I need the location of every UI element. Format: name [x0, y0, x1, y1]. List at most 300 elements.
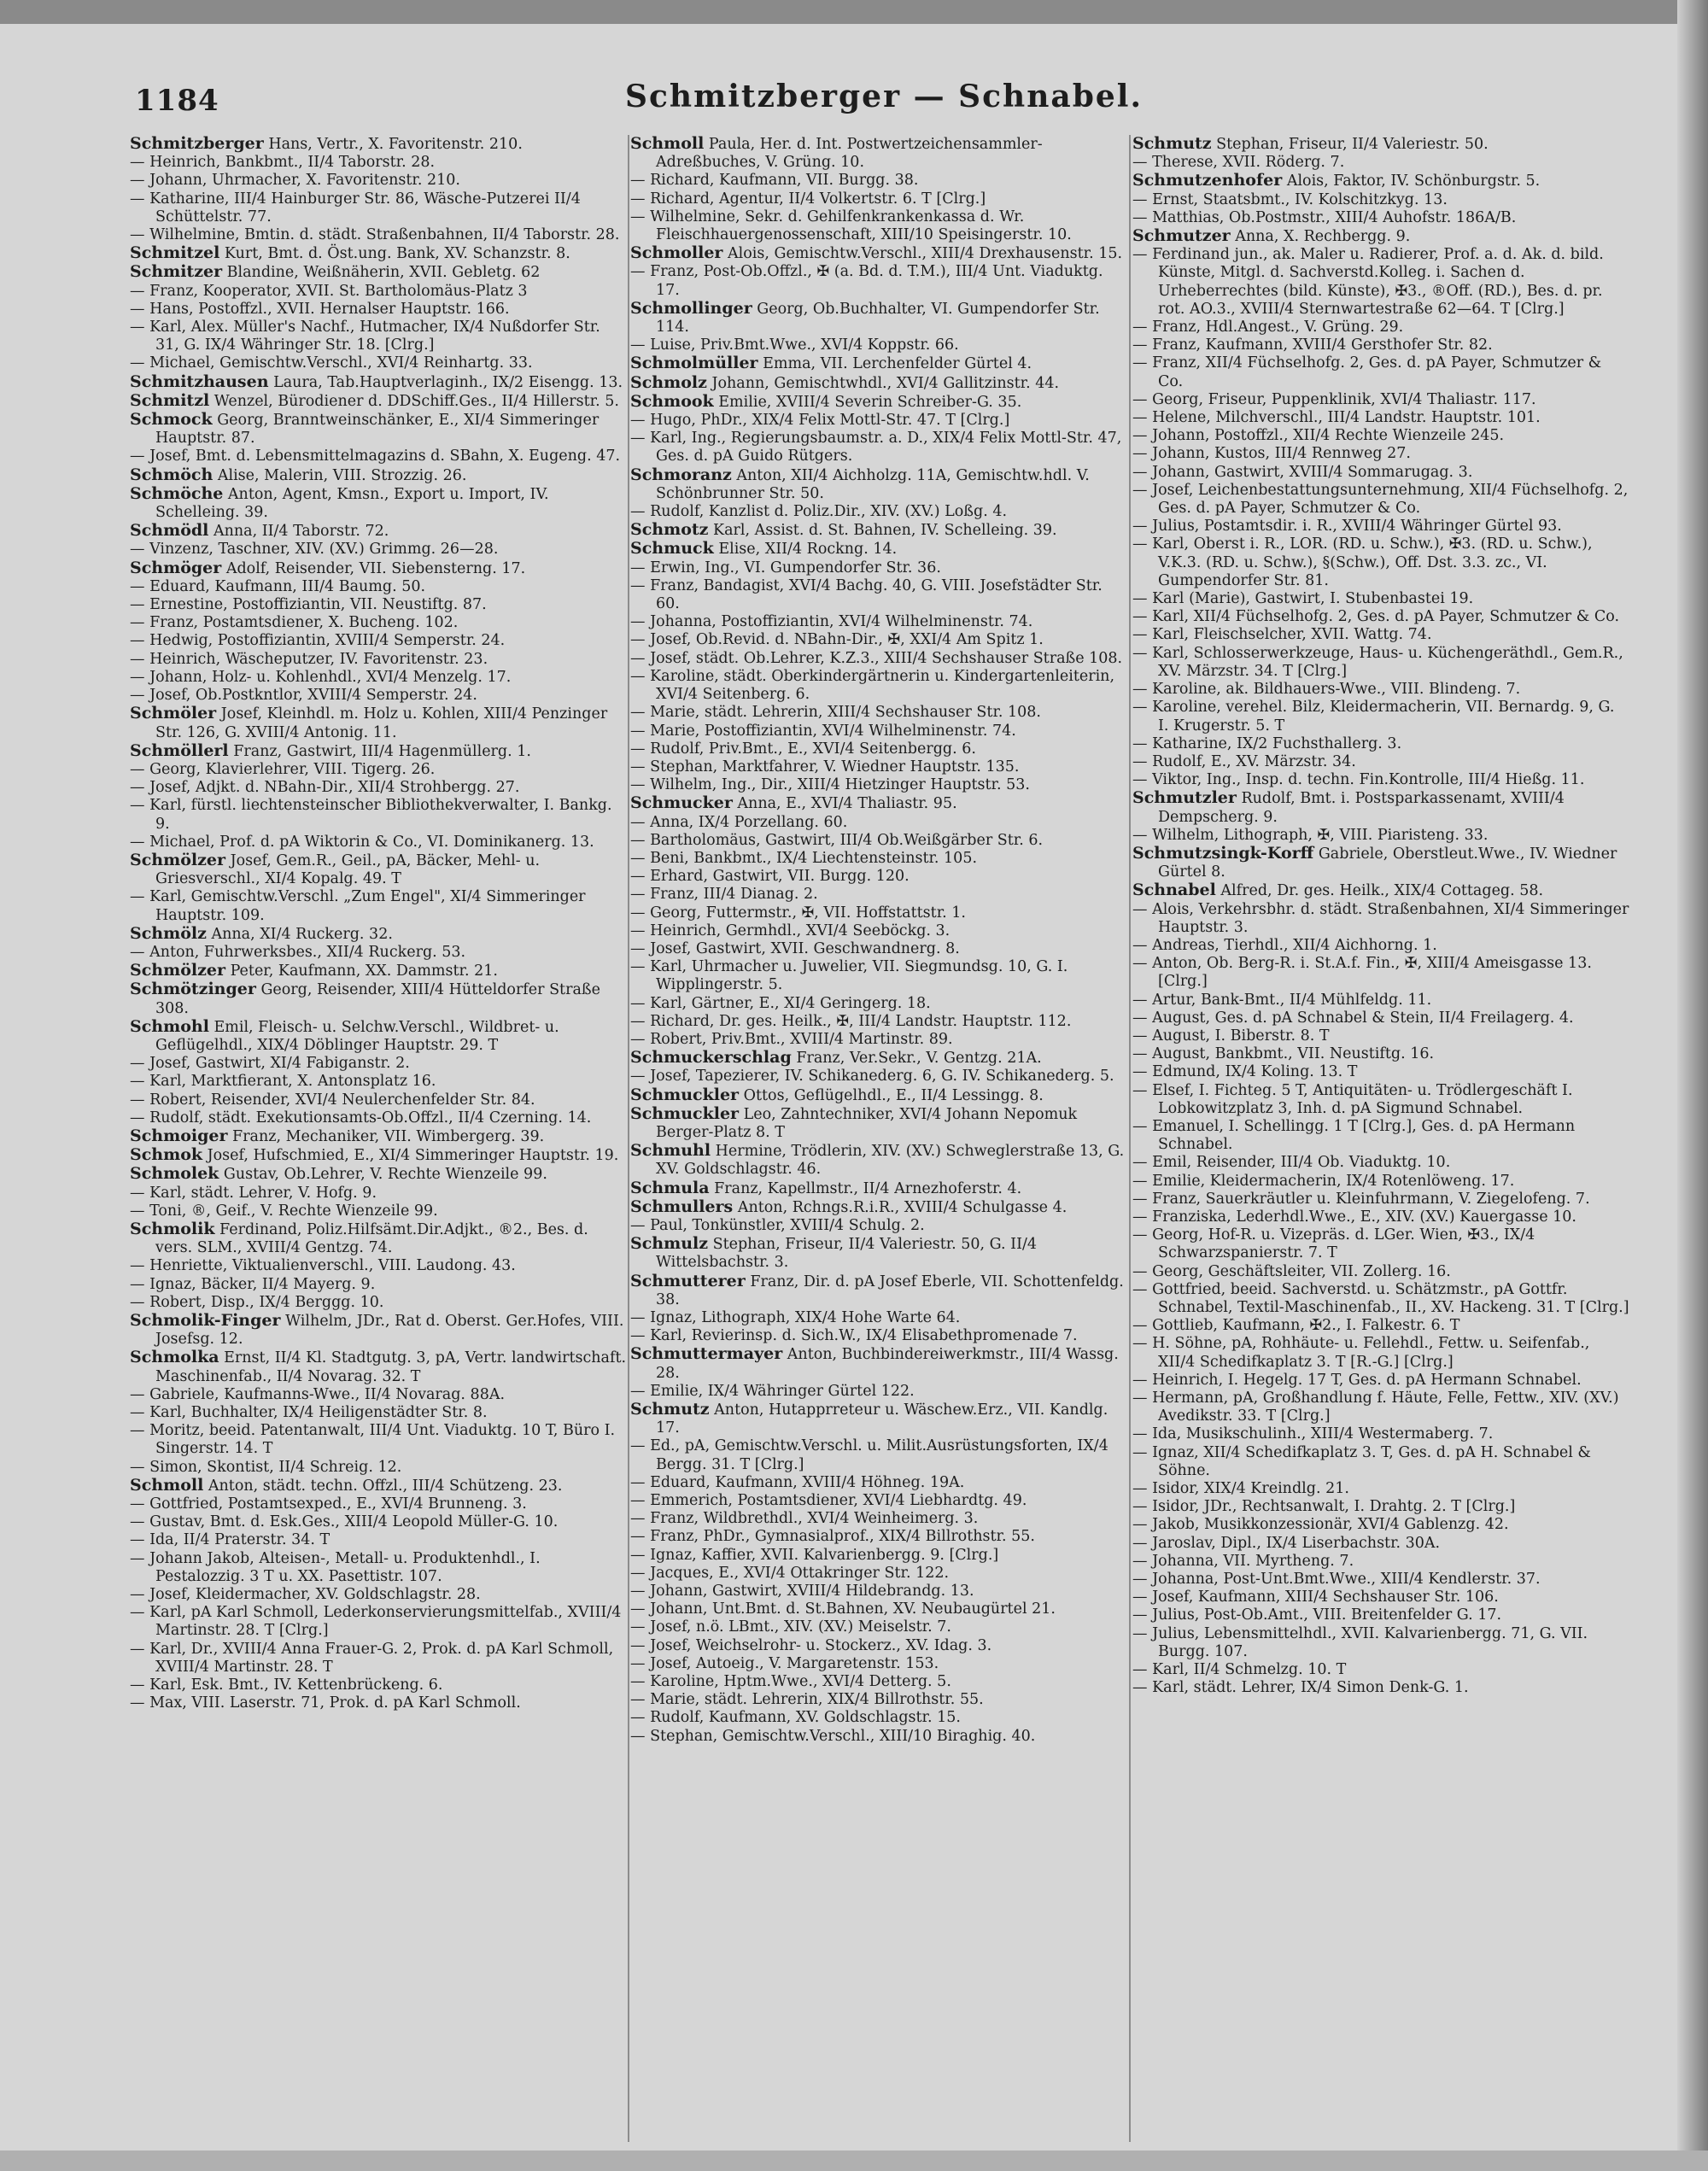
entry-surname: Schmolik-Finger: [130, 1311, 281, 1330]
directory-entry: [1132, 209, 1629, 227]
directory-entry: [630, 1013, 1127, 1031]
entry-details: — Josef, städt. Ob.Lehrer, K.Z.3., XIII/4 Sechshauser Straße 108.: [630, 649, 1123, 667]
directory-entry: [1132, 1263, 1629, 1281]
entry-surname: Schmutterer: [630, 1271, 746, 1290]
entry-details: — Robert, Disp., IX/4 Berggg. 10.: [130, 1293, 384, 1311]
entry-details: Anna, X. Rechbergg. 9.: [1230, 228, 1411, 246]
directory-entry: [1132, 1045, 1629, 1063]
directory-entry: [630, 1309, 1127, 1327]
entry-details: — Emmerich, Postamtsdiener, XVI/4 Liebhardtg. 49.: [630, 1492, 1027, 1510]
entry-details: — Wilhelmine, Sekr. d. Gehilfenkrankenkassa d. Wr. Fleischhauergenossenschaft, XIII/10 Speisingerstr. 10.: [630, 208, 1072, 244]
entry-details: Peter, Kaufmann, XX. Dammstr. 21.: [225, 963, 498, 980]
entry-details: — Gottfried, beeid. Sachverstd. u. Schätzmstr., pA Gottfr. Schnabel, Textil-Maschinenfab., II., XV. Hackeng. 31. T [Clrg.]: [1132, 1280, 1629, 1316]
entry-details: — Josef, Gastwirt, XI/4 Fabiganstr. 2.: [130, 1055, 410, 1073]
directory-entry: [130, 1185, 627, 1203]
directory-entry: [1132, 464, 1629, 482]
entry-surname: Schmohl: [130, 1016, 209, 1036]
entry-details: — Karl, Fleischselcher, XVII. Wattg. 74.: [1132, 626, 1432, 644]
entry-details: — Ernestine, Postoffiziantin, VII. Neustiftg. 87.: [130, 596, 487, 614]
entry-surname: Schmöger: [130, 558, 222, 577]
entry-details: — Heinrich, Germhdl., XVI/4 Seeböckg. 3.: [630, 922, 951, 939]
directory-entry: [130, 1550, 627, 1586]
page-bottom-shadow: [0, 2151, 1708, 2171]
directory-entry: [1132, 1335, 1629, 1371]
entry-details: — Josef, Adjkt. d. NBahn-Dir., XII/4 Strohbergg. 27.: [130, 779, 520, 797]
directory-entry: [1132, 482, 1629, 518]
entry-details: Alois, Faktor, IV. Schönburgstr. 5.: [1282, 173, 1541, 190]
directory-entry: [630, 1217, 1127, 1235]
directory-entry: [130, 541, 627, 559]
entry-details: — Georg, Klavierlehrer, VIII. Tigerg. 26.: [130, 760, 436, 778]
directory-entry: [130, 283, 627, 301]
directory-entry: [1132, 518, 1629, 535]
entry-details: Anna, E., XVI/4 Thaliastr. 95.: [732, 795, 957, 813]
entry-details: — August, Ges. d. pA Schnabel & Stein, II/4 Freilagerg. 4.: [1132, 1009, 1574, 1027]
entry-details: — Johann Jakob, Alteisen-, Metall- u. Produktenhdl., I. Pestalozzig. 3 T u. XX. Pasettistr. 107.: [130, 1549, 541, 1585]
entry-details: — Johanna, VII. Myrtheng. 7.: [1132, 1552, 1354, 1570]
directory-entry: [630, 577, 1127, 613]
entry-details: — Karl, Dr., XVIII/4 Anna Frauer-G. 2, Prok. d. pA Karl Schmoll, XVIII/4 Martinstr. 28. T: [130, 1640, 614, 1676]
entry-details: — Karl, Gemischtw.Verschl. „Zum Engel", XI/4 Simmeringer Hauptstr. 109.: [130, 888, 586, 924]
entry-details: — August, I. Biberstr. 8. T: [1132, 1027, 1330, 1045]
directory-entry: [630, 668, 1127, 704]
entry-details: — Richard, Kaufmann, VII. Burgg. 38.: [630, 172, 919, 190]
entry-details: Elise, XII/4 Rockng. 14.: [713, 541, 898, 559]
entry-details: Laura, Tab.Hauptverlaginh., IX/2 Eisengg. 13.: [268, 373, 623, 391]
entry-details: Franz, Gastwirt, III/4 Hagenmüllerg. 1.: [228, 742, 531, 760]
directory-entry: [630, 868, 1127, 886]
directory-entry: [630, 886, 1127, 904]
entry-details: — Franz, Wildbrethdl., XVI/4 Weinheimerg. 3.: [630, 1510, 979, 1528]
entry-surname: Schmotz: [630, 520, 709, 540]
page-header: [128, 75, 1640, 126]
directory-entry: [630, 650, 1127, 668]
entry-surname: Schmölz: [130, 923, 207, 943]
entry-surname: Schmölzer: [130, 850, 225, 869]
directory-entry: [1132, 1173, 1629, 1191]
directory-entry: [630, 354, 1127, 373]
entry-surname: Schmutzler: [1132, 788, 1237, 808]
directory-entry: [1132, 135, 1629, 154]
entry-details: — Franz, Kaufmann, XVIII/4 Gersthofer Str. 82.: [1132, 336, 1493, 354]
entry-details: Paula, Her. d. Int. Postwertzeichensammler-Adreßbuches, V. Grüng. 10.: [656, 136, 1043, 172]
directory-entry: [1132, 992, 1629, 1009]
directory-entry: [630, 1510, 1127, 1528]
entry-details: — Karl, städt. Lehrer, V. Hofg. 9.: [130, 1184, 377, 1202]
directory-entry: [130, 669, 627, 687]
entry-details: — Ida, II/4 Praterstr. 34. T: [130, 1531, 330, 1549]
directory-entry: [630, 904, 1127, 922]
directory-entry: [630, 1179, 1127, 1198]
entry-details: — Josef, Autoeig., V. Margaretenstr. 153.: [630, 1654, 939, 1672]
directory-entry: [630, 723, 1127, 740]
entry-details: Adolf, Reisender, VII. Siebensterng. 17.: [221, 559, 526, 577]
entry-details: — Marie, Postoffiziantin, XVI/4 Wilhelminenstr. 74.: [630, 722, 1016, 740]
entry-details: Alfred, Dr. ges. Heilk., XIX/4 Cottageg. 58.: [1215, 882, 1544, 900]
directory-entry: [630, 1691, 1127, 1709]
entry-details: — Karoline, Hptm.Wwe., XVI/4 Detterg. 5.: [630, 1673, 951, 1691]
entry-details: — Erhard, Gastwirt, VII. Burgg. 120.: [630, 868, 910, 886]
directory-entry: [630, 1583, 1127, 1600]
entry-surname: Schmolmüller: [630, 354, 758, 373]
directory-entry: [130, 1459, 627, 1477]
directory-entry: [630, 940, 1127, 958]
entry-surname: Schmollinger: [630, 298, 752, 318]
directory-entry: [630, 758, 1127, 776]
entry-details: — Karl, städt. Lehrer, IX/4 Simon Denk-G. 1.: [1132, 1679, 1469, 1697]
entry-surname: Schmoll: [630, 135, 705, 153]
entry-details: — Karl (Marie), Gastwirt, I. Stubenbastei 19.: [1132, 590, 1474, 608]
directory-entry: [630, 1709, 1127, 1727]
directory-entry: [1132, 1444, 1629, 1480]
entry-details: — Toni, ®, Geif., V. Rechte Wienzeile 99.: [130, 1202, 438, 1220]
directory-entry: [630, 958, 1127, 994]
entry-details: — Ed., pA, Gemischtw.Verschl. u. Milit.Ausrüstungsforten, IX/4 Bergg. 31. T [Clrg.]: [630, 1437, 1108, 1473]
entry-details: — Vinzenz, Taschner, XIV. (XV.) Grimmg. 26—28.: [130, 541, 499, 559]
directory-entry: [1132, 827, 1629, 845]
entry-details: — Gabriele, Kaufmanns-Wwe., II/4 Novarag. 88A.: [130, 1385, 506, 1403]
directory-entry: [130, 244, 627, 263]
directory-entry: [130, 392, 627, 411]
directory-entry: [630, 1565, 1127, 1583]
directory-entry: [130, 1513, 627, 1531]
directory-entry: [630, 1437, 1127, 1473]
entry-details: — Johanna, Post-Unt.Bmt.Wwe., XIII/4 Kendlerstr. 37.: [1132, 1571, 1541, 1589]
entry-details: — Josef, Kleidermacher, XV. Goldschlagstr. 28.: [130, 1586, 481, 1604]
entry-details: — Edmund, IX/4 Koling. 13. T: [1132, 1063, 1358, 1081]
entry-details: — Georg, Friseur, Puppenklinik, XVI/4 Thaliastr. 117.: [1132, 390, 1536, 408]
entry-details: Hermine, Trödlerin, XIV. (XV.) Schweglerstraße 13, G. XV. Goldschlagstr. 46.: [656, 1143, 1125, 1179]
entry-details: — Josef, n.ö. LBmt., XIV. (XV.) Meiselstr. 7.: [630, 1618, 951, 1636]
directory-entry: [630, 1068, 1127, 1086]
entry-details: — Michael, Gemischtw.Verschl., XVI/4 Reinhartg. 33.: [130, 354, 533, 372]
entry-details: Blandine, Weißnäherin, XVII. Gebletg. 62: [222, 264, 541, 282]
entry-details: — Hermann, pA, Großhandlung f. Häute, Felle, Fettw., XIV. (XV.) Avedikstr. 33. T [Clrg.]: [1132, 1390, 1619, 1425]
page-right-shadow: [1677, 0, 1708, 2171]
entry-details: — Simon, Skontist, II/4 Schreig. 12.: [130, 1458, 402, 1476]
directory-entry: [130, 190, 627, 226]
directory-entry: [630, 1637, 1127, 1655]
entry-surname: Schmutzer: [1132, 226, 1231, 246]
directory-entry: [1132, 681, 1629, 699]
directory-entry: [630, 466, 1127, 503]
entry-details: — Franz, Post-Ob.Offzl., ✠ (a. Bd. d. T.M.), III/4 Unt. Viaduktg. 17.: [630, 263, 1103, 299]
directory-entry: [1132, 845, 1629, 881]
directory-entry: [630, 1547, 1127, 1565]
entry-details: Gabriele, Oberstleut.Wwe., IV. Wiedner Gürtel 8.: [1158, 845, 1617, 881]
directory-entry: [630, 1049, 1127, 1068]
entry-details: — Katharine, III/4 Hainburger Str. 86, Wäsche-Putzerei II/4 Schüttelstr. 77.: [130, 190, 581, 225]
running-head: Schmitzberger — Schnabel.: [625, 79, 1143, 114]
entry-details: Karl, Assist. d. St. Bahnen, IV. Schelleing. 39.: [708, 522, 1057, 540]
entry-details: — Heinrich, I. Hegelg. 17 T, Ges. d. pA Hermann Schnabel.: [1132, 1371, 1582, 1389]
entry-surname: Schmulz: [630, 1234, 709, 1254]
directory-entry: [630, 300, 1127, 336]
directory-entry: [630, 521, 1127, 540]
directory-entry: [630, 1142, 1127, 1179]
entry-surname: Schmutzenhofer: [1132, 171, 1283, 190]
directory-entry: [1132, 753, 1629, 771]
directory-entry: [630, 1673, 1127, 1691]
directory-entry: [1132, 319, 1629, 336]
entry-details: — Elsef, I. Fichteg. 5 T, Antiquitäten- u. Trödlergeschäft I. Lobkowitzplatz 3, Inh. d. pA Sigmund Schnabel.: [1132, 1081, 1573, 1117]
directory-entry: [130, 1495, 627, 1513]
directory-entry: [130, 797, 627, 833]
entry-details: — Emanuel, I. Schellingg. 1 T [Clrg.], Ges. d. pA Hermann Schnabel.: [1132, 1117, 1576, 1154]
directory-entry: [130, 578, 627, 596]
entry-details: Georg, Branntweinschänker, E., XI/4 Simmeringer Hauptstr. 87.: [155, 412, 600, 448]
entry-surname: Schmitzhausen: [130, 372, 269, 391]
entry-details: — Franz, Sauerkräutler u. Kleinfuhrmann, V. Ziegelofeng. 7.: [1132, 1190, 1590, 1208]
directory-entry: [130, 448, 627, 465]
entry-details: — Franz, Bandagist, XVI/4 Bachg. 40, G. VIII. Josefstädter Str. 60.: [630, 576, 1103, 613]
entry-details: — Heinrich, Wäscheputzer, IV. Favoritenstr. 23.: [130, 650, 488, 668]
entry-surname: Schmoiger: [130, 1126, 228, 1145]
directory-entry: [1132, 1281, 1629, 1317]
entry-details: — Johann, Unt.Bmt. d. St.Bahnen, XV. Neubaugürtel 21.: [630, 1600, 1056, 1618]
entry-details: — Emil, Reisender, III/4 Ob. Viaduktg. 10.: [1132, 1154, 1451, 1172]
entry-details: — Franziska, Lederhdl.Wwe., E., XIV. (XV.) Kauergasse 10.: [1132, 1208, 1576, 1226]
entry-details: — Karl, Uhrmacher u. Juwelier, VII. Siegmundsg. 10, G. I. Wipplingerstr. 5.: [630, 958, 1068, 994]
directory-entry: [130, 466, 627, 485]
entry-details: — Isidor, XIX/4 Kreindlg. 21.: [1132, 1480, 1349, 1498]
directory-entry: [130, 1127, 627, 1146]
directory-entry: [630, 850, 1127, 868]
directory-entry: [130, 925, 627, 944]
entry-details: — Julius, Lebensmittelhdl., XVII. Kalvarienbergg. 71, G. VII. Burgg. 107.: [1132, 1624, 1588, 1660]
entry-details: — Johann, Postoffzl., XII/4 Rechte Wienzeile 245.: [1132, 427, 1505, 445]
entry-details: — Therese, XVII. Röderg. 7.: [1132, 154, 1345, 172]
entry-details: — Jaroslav, Dipl., IX/4 Liserbachstr. 30A.: [1132, 1534, 1441, 1552]
directory-entry: [130, 962, 627, 980]
column-1: [130, 135, 627, 2142]
entry-details: — Stephan, Marktfahrer, V. Wiedner Hauptstr. 135.: [630, 758, 1020, 775]
directory-entry: [1132, 645, 1629, 681]
directory-entry: [630, 135, 1127, 172]
entry-details: — Georg, Hof-R. u. Vizepräs. d. LGer. Wien, ✠3., IX/4 Schwarzspanierstr. 7. T: [1132, 1226, 1535, 1262]
directory-entry: [1132, 1498, 1629, 1516]
entry-details: Josef, Kleinhdl. m. Holz u. Kohlen, XIII/4 Penzinger Str. 126, G. XVIII/4 Antonig. 11.: [155, 705, 608, 741]
directory-entry: [1132, 445, 1629, 463]
entry-details: — Johann, Kustos, III/4 Rennweg 27.: [1132, 445, 1411, 463]
entry-details: Franz, Mechaniker, VII. Wimbergerg. 39.: [227, 1127, 545, 1145]
directory-entry: [630, 1198, 1127, 1217]
entry-details: — Stephan, Gemischtw.Verschl., XIII/10 Biraghig. 40.: [630, 1727, 1036, 1745]
entry-surname: Schmutzsingk-Korff: [1132, 843, 1314, 863]
entry-details: — Franz, Hdl.Angest., V. Grüng. 29.: [1132, 319, 1404, 336]
entry-details: Anton, XII/4 Aichholzg. 11A, Gemischtw.hdl. V. Schönbrunner Str. 50.: [656, 466, 1090, 502]
entry-details: Stephan, Friseur, II/4 Valeriestr. 50.: [1211, 136, 1489, 153]
directory-entry: [630, 1086, 1127, 1105]
entry-surname: Schmutz: [1132, 135, 1212, 153]
entry-surname: Schmitzl: [130, 390, 210, 410]
directory-entry: [130, 154, 627, 172]
entry-details: Ernst, II/4 Kl. Stadtgutg. 3, pA, Vertr. landwirtschaft. Maschinenfab., II/4 Novarag. 32. T: [155, 1349, 627, 1385]
directory-entry: [130, 1018, 627, 1055]
entry-details: — Johanna, Postoffiziantin, XVI/4 Wilhelminenstr. 74.: [630, 613, 1033, 631]
entry-details: Leo, Zahntechniker, XVI/4 Johann Nepomuk Berger-Platz 8. T: [656, 1105, 1078, 1141]
directory-entry: [1132, 881, 1629, 900]
directory-entry: [130, 1091, 627, 1109]
directory-entry: [630, 1600, 1127, 1618]
entry-details: — Josef, Gastwirt, XVII. Geschwandnerg. 8.: [630, 939, 960, 957]
entry-details: Franz, Dir. d. pA Josef Eberle, VII. Schottenfeldg. 38.: [656, 1273, 1124, 1308]
directory-entry: [130, 1203, 627, 1220]
directory-entry: [130, 596, 627, 614]
directory-entry: [1132, 535, 1629, 590]
entry-details: — Moritz, beeid. Patentanwalt, III/4 Unt. Viaduktg. 10 T, Büro I. Singerstr. 14. T: [130, 1422, 616, 1458]
directory-entry: [1132, 1118, 1629, 1154]
entry-details: — Johann, Uhrmacher, X. Favoritenstr. 210.: [130, 172, 460, 190]
entry-details: Stephan, Friseur, II/4 Valeriestr. 50, G. II/4 Wittelsbachstr. 3.: [656, 1236, 1038, 1272]
entry-surname: Schmuck: [630, 539, 714, 559]
entry-details: — Josef, Ob.Postkntlor, XVIII/4 Semperstr. 24.: [130, 687, 477, 705]
directory-entry: [130, 1604, 627, 1640]
entry-details: — Ignaz, XII/4 Schedifkaplatz 3. T, Ges. d. pA H. Schnabel & Söhne.: [1132, 1443, 1591, 1479]
entry-details: — Helene, Milchverschl., III/4 Landstr. Hauptstr. 101.: [1132, 409, 1541, 427]
entry-details: — Wilhelm, Ing., Dir., XIII/4 Hietzinger Hauptstr. 53.: [630, 776, 1030, 794]
directory-entry: [1132, 1589, 1629, 1606]
directory-entry: [130, 888, 627, 924]
entry-surname: Schmuckler: [630, 1085, 740, 1104]
page-top-shadow: [0, 0, 1708, 24]
column-2: [630, 135, 1127, 2142]
directory-entry: [630, 1618, 1127, 1636]
directory-entry: [630, 832, 1127, 850]
entry-details: — Josef, Leichenbestattungsunternehmung, XII/4 Füchselhofg. 2, Ges. d. pA Payer, Schmutzer & Co.: [1132, 481, 1629, 518]
directory-entry: [1132, 771, 1629, 789]
entry-details: — Artur, Bank-Bmt., II/4 Mühlfeldg. 11.: [1132, 991, 1432, 1009]
directory-entry: [630, 1728, 1127, 1746]
entry-details: — Johann, Gastwirt, XVIII/4 Hildebrandg. 13.: [630, 1583, 974, 1600]
entry-details: — Karl, XII/4 Füchselhofg. 2, Ges. d. pA Payer, Schmutzer & Co.: [1132, 608, 1620, 626]
directory-entry: [130, 705, 627, 741]
directory-entry: [1132, 1480, 1629, 1498]
entry-details: — Richard, Agentur, II/4 Volkertstr. 6. T [Clrg.]: [630, 190, 986, 208]
directory-entry: [630, 740, 1127, 758]
entry-details: — Robert, Reisender, XVI/4 Neulerchenfelder Str. 84.: [130, 1091, 535, 1109]
directory-entry: [1132, 1372, 1629, 1390]
entry-details: Emma, VII. Lerchenfelder Gürtel 4.: [757, 355, 1032, 373]
entry-details: — Josef, Tapezierer, IV. Schikanederg. 6, G. IV. Schikanederg. 5.: [630, 1068, 1114, 1086]
directory-entry: [130, 1422, 627, 1458]
directory-entry: [630, 412, 1127, 430]
entry-details: — Josef, Weichselrohr- u. Stockerz., XV. Idag. 3.: [630, 1636, 992, 1654]
entry-details: — Karl, Schlosserwerkzeuge, Haus- u. Küchengeräthdl., Gem.R., XV. Märzstr. 34. T [Clrg.]: [1132, 644, 1623, 680]
directory-entry: [1132, 901, 1629, 937]
entry-details: — Max, VIII. Laserstr. 71, Prok. d. pA Karl Schmoll.: [130, 1694, 521, 1712]
directory-entry: [630, 776, 1127, 794]
directory-entry: [1132, 1226, 1629, 1262]
entry-details: Franz, Kapellmstr., II/4 Arnezhoferstr. 4.: [709, 1179, 1022, 1197]
entry-details: — Beni, Bankbmt., IX/4 Liechtensteinstr. 105.: [630, 849, 978, 867]
entry-details: Ferdinand, Poliz.Hilfsämt.Dir.Adjkt., ®2., Bes. d. vers. SLM., XVIII/4 Gentzg. 74.: [155, 1220, 588, 1257]
directory-entry: [1132, 1535, 1629, 1553]
entry-details: Wenzel, Bürodiener d. DDSchiff.Ges., II/4 Hillerstr. 5.: [209, 392, 619, 410]
entry-details: — Karl, Marktfierant, X. Antonsplatz 16.: [130, 1073, 436, 1091]
directory-entry: [130, 226, 627, 244]
entry-details: — Rudolf, Priv.Bmt., E., XVI/4 Seitenbergg. 6.: [630, 740, 976, 758]
directory-entry: [630, 172, 1127, 190]
entry-details: Wilhelm, JDr., Rat d. Oberst. Ger.Hofes, VIII. Josefsg. 12.: [155, 1313, 624, 1349]
entry-surname: Schmöler: [130, 704, 217, 723]
directory-entry: [130, 1386, 627, 1404]
directory-entry: [130, 411, 627, 448]
entry-surname: Schmolka: [130, 1348, 219, 1367]
directory-entry: [130, 944, 627, 962]
directory-entry: [630, 1655, 1127, 1673]
entry-details: — August, Bankbmt., VII. Neustiftg. 16.: [1132, 1045, 1435, 1063]
directory-entry: [1132, 1425, 1629, 1443]
entry-details: — Viktor, Ing., Insp. d. techn. Fin.Kontrolle, III/4 Hießg. 11.: [1132, 771, 1585, 789]
entry-details: Georg, Reisender, XIII/4 Hütteldorfer Straße 308.: [155, 981, 600, 1017]
entry-surname: Schmoranz: [630, 465, 732, 484]
directory-entry: [130, 614, 627, 632]
entry-details: — Karoline, städt. Oberkindergärtnerin u. Kindergartenleiterin, XVI/4 Seitenberg. 6.: [630, 667, 1115, 704]
entry-details: — Ernst, Staatsbmt., IV. Kolschitzkyg. 13.: [1132, 190, 1448, 208]
directory-entry: [630, 430, 1127, 465]
directory-entry: [630, 631, 1127, 649]
directory-entry: [130, 301, 627, 319]
directory-entry: [1132, 409, 1629, 427]
entry-details: — Rudolf, Kaufmann, XV. Goldschlagstr. 15.: [630, 1709, 961, 1727]
entry-details: — Jakob, Musikkonzessionär, XVI/4 Gablenzg. 42.: [1132, 1516, 1509, 1534]
directory-entry: [630, 1235, 1127, 1272]
entry-surname: Schmok: [130, 1145, 203, 1165]
entry-surname: Schmuckerschlag: [630, 1048, 792, 1068]
entry-details: — Gottlieb, Kaufmann, ✠2., I. Falkestr. 6. T: [1132, 1317, 1460, 1335]
entry-surname: Schmöch: [130, 465, 214, 484]
directory-entry: [1132, 608, 1629, 626]
entry-details: — Andreas, Tierhdl., XII/4 Aichhorng. 1.: [1132, 936, 1437, 954]
directory-entry: [630, 704, 1127, 722]
directory-entry: [1132, 1154, 1629, 1172]
directory-entry: [130, 135, 627, 154]
entry-surname: Schmucker: [630, 793, 733, 813]
entry-details: — Franz, PhDr., Gymnasialprof., XIX/4 Billrothstr. 55.: [630, 1528, 1035, 1546]
entry-details: Anton, Hutapprreteur u. Wäschew.Erz., VII. Kandlg. 17.: [656, 1401, 1108, 1437]
entry-details: Anna, II/4 Taborstr. 72.: [208, 523, 389, 541]
entry-surname: Schmula: [630, 1178, 710, 1197]
directory-entry: [130, 172, 627, 190]
entry-details: Anton, städt. techn. Offzl., III/4 Schützeng. 23.: [203, 1477, 563, 1495]
entry-details: — Emilie, IX/4 Währinger Gürtel 122.: [630, 1382, 915, 1400]
entry-details: Hans, Vertr., X. Favoritenstr. 210.: [263, 136, 523, 153]
entry-details: Johann, Gemischtwhdl., XVI/4 Gallitzinstr. 44.: [706, 374, 1060, 392]
directory-entry: [130, 1404, 627, 1422]
directory-entry: [1132, 1661, 1629, 1679]
directory-entry: [1132, 699, 1629, 734]
entry-details: — Marie, städt. Lehrerin, XIX/4 Billrothstr. 55.: [630, 1691, 984, 1709]
directory-entry: [130, 1586, 627, 1604]
column-3: [1132, 135, 1629, 2142]
directory-entry: [1132, 937, 1629, 955]
entry-surname: Schmödl: [130, 521, 209, 541]
directory-entry: [1132, 336, 1629, 354]
directory-entry: [630, 263, 1127, 299]
directory-entry: [130, 834, 627, 851]
directory-entry: [630, 1474, 1127, 1492]
entry-details: — Isidor, JDr., Rechtsanwalt, I. Drahtg. 2. T [Clrg.]: [1132, 1498, 1516, 1516]
entry-surname: Schmutz: [630, 1400, 710, 1419]
entry-details: — Karl, Ing., Regierungsbaumstr. a. D., XIX/4 Felix Mottl-Str. 47, Ges. d. pA Guido Rütgers.: [630, 430, 1122, 465]
entry-details: — Eduard, Kaufmann, XVIII/4 Höhneg. 19A.: [630, 1473, 965, 1491]
directory-entry: [1132, 1606, 1629, 1624]
entry-surname: Schmuttermayer: [630, 1344, 783, 1364]
entry-details: Alois, Gemischtw.Verschl., XIII/4 Drexhausenstr. 15.: [722, 245, 1123, 263]
entry-details: — Ferdinand jun., ak. Maler u. Radierer, Prof. a. d. Ak. d. bild. Künste, Mitgl. d. Sachverstd.Kolleg. i. Sachen d. Urheberrechtes (bild. Künste), ✠3., ®Off. (RD.), Bes. d. pr. rot. AO.3., XVIII/4 Sternwartestraße 62—64. T [Clrg.]: [1132, 246, 1604, 318]
entry-details: Anna, XI/4 Ruckerg. 32.: [206, 925, 393, 943]
